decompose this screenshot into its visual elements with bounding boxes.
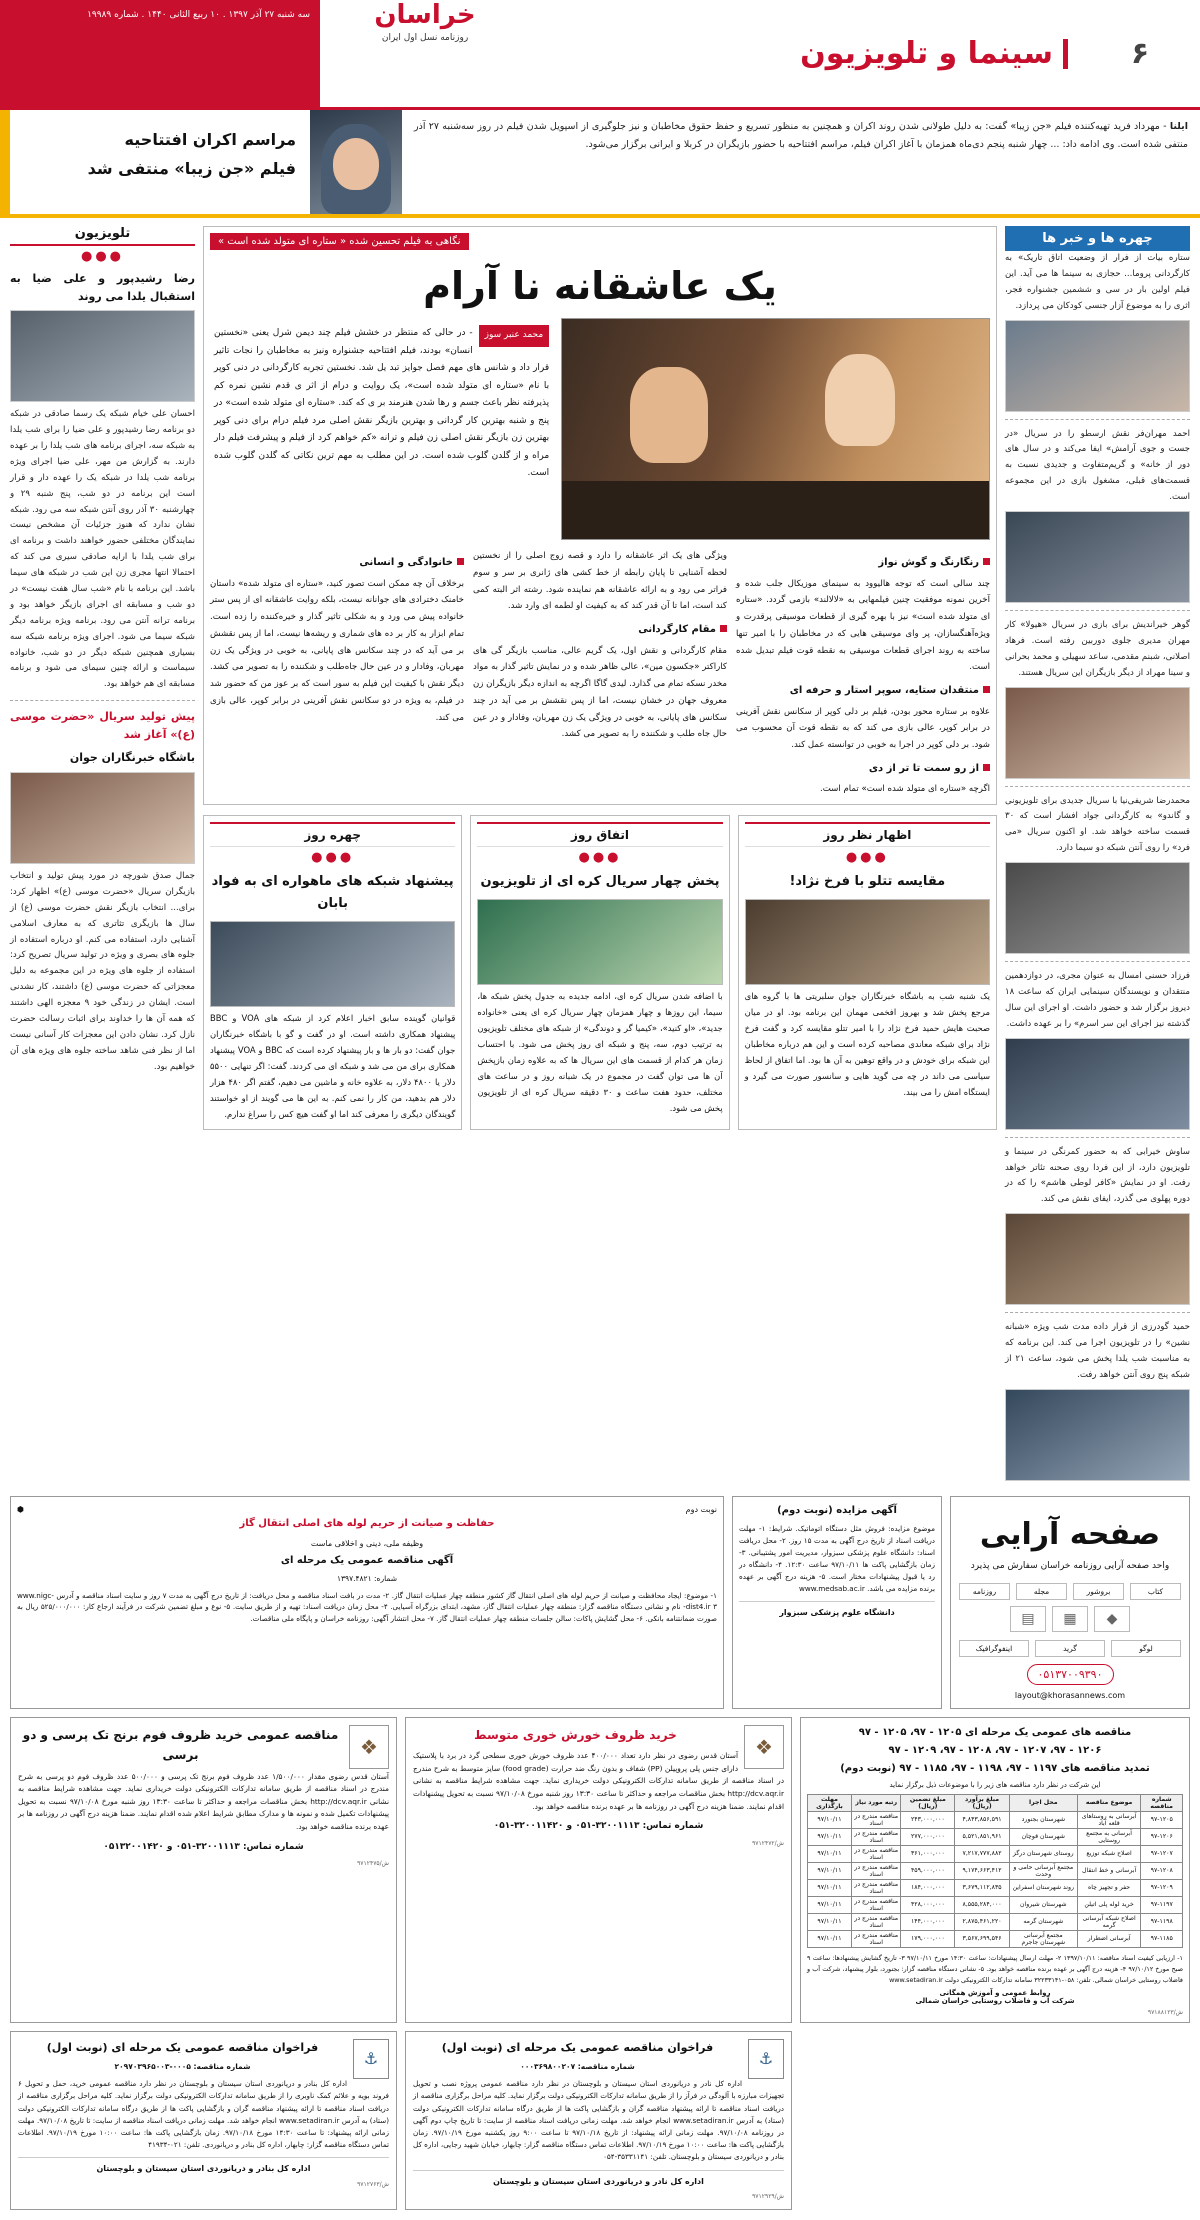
table-cell-2-3: ۷,۲۱۷,۷۷۷,۸۸۲ (955, 1845, 1010, 1862)
ad-signature: شرکت آب و فاضلاب روستایی خراسان شمالی (915, 1996, 1075, 2005)
faces-text-0: ستاره بیات از فرار از وضعیت اتاق تاریک» به کارگردانی پروما... حجازی به سینما ها می آید. این فیلم اولین بار در سی و ششمین جشنواره فجر، اثری را به موضوع آزار جنسی کودکان می پردازد. (1005, 253, 1190, 311)
feature-text-1: با اضافه شدن سریال کره ای، ادامه جدیده به جدول پخش شبکه ها، سیما، این روزها و چهار همزمان چهار سریال کره ای یعنی «خانواده جدید»، «او کنید»، «کیمیا گر و دوندگی» از شبکه های مختلف تلویزیون به ترتیب دوم، سه، پنج و شبکه ای روز پخش می شود. با احتساب زمان هر کدام از قسمت های این سریال ها که به علاوه زمان بازپخش آن ها می توان گفت در مجموع در یک شبانه روز و در ساعت های مختلف، حدود هفت ساعت و ۳۰ دقیقه سریال کره ای از تلویزیون پخش می شود. (477, 991, 723, 1113)
divider (1005, 1137, 1190, 1138)
service-cell-0: کتاب (1130, 1583, 1181, 1600)
ad-dishes (405, 1717, 792, 2023)
feature-title-1: پخش چهار سریال کره ای از تلویزیون (480, 874, 720, 889)
service-icons (959, 1606, 1181, 1632)
hero-figure-woman (825, 354, 895, 446)
dots-ornament: ●●● (311, 850, 355, 865)
table-row (808, 1828, 1183, 1845)
ad-title: فراخوان مناقصه عمومی یک مرحله ای (نوبت اول) (441, 2040, 714, 2054)
table-cell-7-5: مناقصه مندرج در اسناد (851, 1930, 901, 1947)
page-number: ۶ (1130, 36, 1150, 71)
table-cell-1-5: مناقصه مندرج در اسناد (851, 1828, 901, 1845)
masthead-spacer (530, 0, 750, 107)
ad-round: نوبت دوم (685, 1504, 717, 1514)
th-6: مهلت بارگذاری (808, 1794, 852, 1811)
table-header-row (808, 1794, 1183, 1811)
table-row (808, 1862, 1183, 1879)
hero-title: یک عاشقانه نا آرام (423, 264, 777, 308)
hero-section-text-2: ویژگی های یک اثر عاشقانه را دارد و قصه زوج اصلی را از نخستین لحظه آشنایی تا پایان رابطه از خط کشی های ژانری بر سر و سوم فراتر می رود و به ارائه عاشقانه هم نماینده شود. رشته اثر البته کمی کند است، اما تا آن قدر کند که به کیفیت او لطمه ای وارد شد. (473, 551, 727, 612)
tv-article-text-1: احسان علی خیام شبکه یک رسما صادقی در شبکه دو برنامه رضا رشیدپور و علی ضیا را برای شب یلدا به شبکه سه، اجرای برنامه های شب یلدا را بر عهده دارند. به گزارش من مهر، علی ضیا اجرای ویژه برنامه شب یلدا در شبکه یک را عهده دار و قرار است این برنامه در دو شب، پنج شنبه ۲۹ و چهارشنبه ۳۰ آذر روی آنتن شبکه سه می رود. شبکه نشان ندارد که هنوز جزئیات آن مشخص نیست نمایندگان مختلفی حضور خواهند داشت و برنامه ای برای شب یلدا با ارایه صادقی سیری می کند که احتمالا انتها مجری زن این شب در شبکه های سیما باشد. این برنامه با نام «شب سال هفت نیست» در دو شب و مسابقه ای اجرای بازیگر خواهد بود و برنامه ترانه آنتن می رود. برنامه ویژه برنامه دیگر شبکه سیما می شود. اجرای ویژه برنامه شبکه سه بسیاری همچنین شبکه دیگر در دو شب، خانواده سیماست و ارائه چنین سیمای می شود و برنامه مسابقه ای هم خواهد بود. (10, 409, 195, 690)
feature-text-2: یک شنبه شب به باشگاه خبرنگاران جوان سلبریتی ها با گروه های مرجع پخش شد و بهروز افخمی مهمان این برنامه بود. او در میان صحبت هایش حمید فرخ نژاد را با امیر تتلو مقایسه کرد و گفت فرخ نژاد برای شبکه معاندی مصاحبه کرده است و این هم درباره مخاطبان این شبکه برای خودش و در واقع توهین به آن ها بود. اما اتفاق از لحاظ سیاسی می داند در چه می گوید هایی و سانسور صورت می گیرد و ایستگاه امش را می بیند. (744, 991, 990, 1097)
table-cell-7-2: مجتمع آبرسانی شهرستان جاجرم (1009, 1930, 1077, 1947)
top-strip-text: - مهرداد فرید تهیه‌کننده فیلم «جن زیبا» گفت: به دلیل طولانی شدن روند اکران و همچنین به منظور تسریع و حفظ حقوق مخاطبان و نیز جلوگیری از اسپویل شدن فیلم در روز سه‌شنبه ۲۷ آذر منتفی شده است. وی ادامه داد: ... چهار شنبه پنجم دی‌ماه همزمان با آغاز اکران فیلم، مراسم افتتاحیه با حضور بازیگران در کربلا و ایرانی برگزار می‌شود. (414, 121, 1188, 151)
ad-footer-note: ۱- ارزیابی کیفیت اسناد مناقصه: ۱۳۹۷/۱۰/۱۱ ۲- مهلت ارسال پیشنهادات: ساعت ۱۴:۳۰ مورخ ۹۷/۱۰/۱۱ ۳- تاریخ گشایش پیشنهادها: ساعت ۹ صبح مورخ ۹۷/۱۰/۱۲ ۴- هزینه درج آگهی بر عهده برنده مناقصه خواهد بود. ۵- نشانی دستگاه مناقصه گزار: بجنورد، بلوار پیشنهاد، شرکت آب و فاضلاب روستایی خراسان شمالی. تلفن: ۰۵۸-۳۲۲۳۳۱۴۱ سامانه تدارکات الکترونیکی دولت www.setadiran.ir (807, 1953, 1183, 1984)
ad-phone[interactable]: شماره تماس: ۳۲۰۰۱۱۱۳-۰۵۱ و ۰۵۱۳۲۰۰۱۴۲۰ (103, 1841, 304, 1852)
hero-image (561, 318, 990, 540)
table-cell-6-3: ۲,۸۷۵,۴۶۱,۲۲۰ (955, 1913, 1010, 1930)
ad-phone[interactable]: شماره تماس: ۳۲۰۰۱۱۱۳-۰۵۱ و ۳۲۰۰۱۱۴۲۰-۰۵۱ (493, 1821, 704, 1832)
logo-icon: ◆ (1094, 1606, 1130, 1632)
divider (1005, 610, 1190, 611)
table-cell-2-2: روستای شهرستان درگز (1009, 1845, 1077, 1862)
table-cell-4-1: حفر و تجهیز چاه (1077, 1879, 1141, 1896)
hero-section-text-0: برخلاف آن چه ممکن است تصور کنید، «ستاره ای متولد شده» داستان خامنک دخترادی های جوانانه نیست، بلکه روایت عاشقانه ای از پس ستر خانواده پیش می ورد و به شکلی تاثیر گذار و خیره‌کننده را زده است. تمام ابزار به کار بر ده های شماری و ریشه‌ها نیست، اما از پس نقشش بر می آید که در چند سکانس های پایانی، به خوبی در ویژگی یک زن مهربان، وفادار و در عین حال جاه‌طلب و شکننده را به تصویر می کشد. دیگر نقش با کیفیت این فیلم به سور است که بر عوز من که حضور شد در فیلم، به ویژه در دو سکانس نقش آفرینی در برابر کوپر، عالی بازی می کند. (210, 578, 464, 723)
table-cell-1-1: آبرسانی به مجتمع روستایی (1077, 1828, 1141, 1845)
th-0: شماره مناقصه (1141, 1794, 1183, 1811)
top-strip-headline (10, 110, 310, 214)
th-4: مبلغ تضمین (ریال) (901, 1794, 955, 1811)
table-cell-6-5: مناقصه مندرج در اسناد (851, 1913, 901, 1930)
faces-column (1005, 226, 1190, 1486)
table-cell-3-0: ۹۷-۱۲۰۸ (1141, 1862, 1183, 1879)
feature-text-0: قوانیان گوینده سابق اخبار اعلام کرد از شبکه های VOA و BBC پیشنهاد همکاری داشته است. او در گفت و گو با باشگاه خبرنگاران جوان گفت: دو بار ها و بار پیشنهاد کرده است که BBC و VOA پیشنهاد همکاری برای من می شد و شبکه ای می کردند. گفت: اگر تنهایی ۵۵۰۰ دلار یا ۴۸۰۰ دلار، به علاوه خانه و ماشین می دهیم، گفتم اگر ۴۸۰ هزار دلار هم بدهید، من کار را نمی کنم. به این ها می گویند از او خواستند گویندگان دیگری را معرفی کند اما او گفت هیچ کس را سراغ ندارم. (210, 1013, 456, 1119)
table-cell-4-6: ۹۷/۱۰/۱۱ (808, 1879, 852, 1896)
tv-section-header-block (10, 226, 195, 246)
hero-col-1 (210, 548, 464, 798)
table-cell-0-5: مناقصه مندرج در اسناد (851, 1811, 901, 1828)
hero-section-title-1: مقام کارگردانی (473, 620, 727, 640)
faces-portrait-4 (1005, 1038, 1190, 1130)
service-cell-1: بروشور (1073, 1583, 1124, 1600)
ad-title: مناقصه عمومی خرید ظروف فوم برنج تک پرسی و دو برسی (22, 1727, 339, 1763)
ad-code: ش/۹۷۱۲۴۷۲ (752, 1839, 784, 1847)
table-cell-7-1: آبرسانی اضطرار (1077, 1930, 1141, 1947)
th-2: محل اجرا (1009, 1794, 1077, 1811)
table-cell-4-0: ۹۷-۱۲۰۹ (1141, 1879, 1183, 1896)
feature-box-1 (470, 815, 729, 1130)
top-strip (0, 110, 1200, 218)
table-cell-6-4: ۱۴۴,۰۰۰,۰۰۰ (901, 1913, 955, 1930)
tv-article-1 (10, 270, 195, 693)
service-cell-4: لوگو (1111, 1640, 1181, 1657)
feature-header-0: چهره روز (210, 822, 455, 847)
ad-gas-pipeline (10, 1496, 724, 1709)
table-cell-1-2: شهرستان قوچان (1009, 1828, 1077, 1845)
ad-logo-icon: ⬢ (17, 1504, 24, 1514)
tv-column (10, 226, 195, 1486)
tv-article-text-2a: انتخاب بازیگر نقش حضرت موسی (ع) از سال ها بازیگری تثاتری که به معارف اسلامی آشنایی دارد، استفاده می کنم. او درباره استفاده از جلوه های بصری و ویژه در تولید سریال تصریح کرد: استفاده از جلوه های ویژه در این مجموعه به دلیل معجزاتی که حضرت موسی (ع) داشتند، کار نشدنی است. ایشان در زندگی خود ۹ معجزه الهی داشتند که همه آن ها را خداوند برای اثبات رسالت حضرت نازل کرد. نشان دادن این معجزات کار آسانی نیست اما از نظر فنی شاهد ساخته جلوه های ویژه های آن خواهیم بود. (10, 902, 196, 1072)
bullet-square-icon (720, 625, 727, 632)
ad-title: خرید ظروف خورش خوری متوسط (474, 1727, 677, 1742)
tenders-table (807, 1794, 1183, 1948)
service-grid-1 (959, 1583, 1181, 1600)
section-title: سینما و تلویزیون (800, 36, 1053, 71)
faces-portrait-3 (1005, 862, 1190, 954)
tenders-table-body (808, 1811, 1183, 1947)
astan-quds-logo-icon: ❖ (349, 1725, 389, 1769)
ad-footer: اداره کل نادر و دریانوردی استان سیستان و بلوچستان (413, 2170, 784, 2189)
feature-header-2: اظهار نظر روز (745, 822, 990, 847)
table-cell-3-4: ۴۵۹,۰۰۰,۰۰۰ (901, 1862, 955, 1879)
ads-row-3 (0, 2031, 1200, 2220)
ad-subtitle-2: تمدید مناقصه های ۱۱۹۷ - ۹۷، ۱۱۹۸ - ۹۷، ۱۱۸۵ - ۹۷ (نوبت دوم) (840, 1762, 1150, 1774)
ad-code: ش/۹۷۱۸۸۱۲۳ (1147, 2008, 1183, 2016)
table-cell-4-4: ۱۸۴,۰۰۰,۰۰۰ (901, 1879, 955, 1896)
table-cell-1-0: ۹۷-۱۲۰۶ (1141, 1828, 1183, 1845)
table-cell-2-0: ۹۷-۱۲۰۷ (1141, 1845, 1183, 1862)
hero-bullet-text-2: اگرچه «ستاره ای متولد شده است» تمام است. (819, 784, 990, 795)
table-cell-4-5: مناقصه مندرج در اسناد (851, 1879, 901, 1896)
hero-byline: محمد عنبر سوز (479, 325, 550, 347)
table-cell-6-6: ۹۷/۱۰/۱۱ (808, 1913, 852, 1930)
table-cell-4-3: ۳,۶۷۹,۱۱۲,۸۳۵ (955, 1879, 1010, 1896)
th-5: رتبه مورد نیاز (851, 1794, 901, 1811)
table-cell-6-0: ۹۷-۱۱۹۸ (1141, 1913, 1183, 1930)
table-cell-0-4: ۲۴۳,۰۰۰,۰۰۰ (901, 1811, 955, 1828)
table-row (808, 1913, 1183, 1930)
ad-ports-equipment (405, 2031, 792, 2211)
dots-ornament: ●●● (80, 249, 125, 264)
divider (1005, 419, 1190, 420)
ad-signature-2: روابط عمومی و آموزش همگانی (939, 1988, 1051, 1997)
page-number-block (1080, 0, 1200, 107)
table-row (808, 1879, 1183, 1896)
photo-face (333, 138, 379, 190)
ad-subtitle-1: ۱۲۰۶ - ۹۷، ۱۲۰۷ - ۹۷، ۱۲۰۸ - ۹۷، ۱۲۰۹ - ۹۷ (888, 1744, 1102, 1756)
ad-code: ش/۹۷۱۲۴۷۵ (357, 1859, 389, 1867)
table-cell-5-1: خرید لوله پلی اتیلن (1077, 1896, 1141, 1913)
news-agency-label: ایلنا (1169, 121, 1188, 132)
ad-body: ۱- موضوع: ایجاد محافظت و صیانت از حریم لوله های اصلی انتقال گاز کشور منطقه چهار عملیات انتقال گاز. ۲- مدت در بافت اسناد مناقصه و محل دریافت: از تاریخ درج آگهی به مدت ۷ روز و سایت اسناد مناقصه و آدرس www.nigc-dist4.ir ۳- نام و نشانی دستگاه مناقصه گزار: منطقه چهار عملیات انتقال گاز، مشهد، ابتدای بزرگراه آسیایی. ۴- محل زمان دریافت اسناد: تهیه و از طریق سایت. ۵- نوع و مبلغ تضمین شرکت در فرآیند ارجاع کار: ۵۲۵/۰۰۰/۰۰۰ ریال به صورت ضمانتنامه بانکی. ۶- محل گشایش پاکات: سالن جلسات منطقه چهار عملیات انتقال گاز. ۷- محل انتشار آگهی: روزنامه خراسان و پایگاه ملی مناقصات. (17, 1590, 718, 1624)
table-cell-5-5: مناقصه مندرج در اسناد (851, 1896, 901, 1913)
feature-image-0 (210, 921, 455, 1007)
faces-text-5: ساوش خیرابی که به حضور کمرنگی در سینما و تلویزیون دارد، از این فردا روی صحنه تئاتر خواهد رفت. او در نمایش «کافر لوطی هاشم» را که در دوره پهلوی می گذرد، ایفای نقش می کند. (1005, 1146, 1190, 1205)
ports-logo-icon: ⚓ (353, 2039, 389, 2079)
top-strip-caption (402, 110, 1200, 214)
hero-col-3 (736, 548, 990, 798)
faces-portrait-2 (1005, 687, 1190, 779)
table-cell-1-4: ۲۷۷,۰۰۰,۰۰۰ (901, 1828, 955, 1845)
feature-box-0 (203, 815, 462, 1130)
feature-image-1 (477, 899, 722, 985)
faces-item-4 (1005, 969, 1190, 1130)
ad-body: اداره کل نادر و دریانوردی استان سیستان و بلوچستان در نظر دارد مناقصه عمومی پروژه نصب و تحویل تجهیزات مبارزه با آلودگی در فرآز را از طریق سامانه تدارکات الکترونیکی دولت برگزار نماید. کلیه مراحل برگزاری مناقصه از دریافت اسناد مناقصه تا ارائه پیشنهاد مناقصه گران و بازگشایی پاکت ها از طریق درگاه سامانه تدارکات الکترونیکی دولت (ستاد) به آدرس www.setadiran.ir انجام خواهد شد. مهلت زمانی دریافت اسناد مناقصه از سایت: تا تاریخ چاپ دوم آگهی در روزنامه ۹۷/۱۰/۰۸. مهلت زمانی ارائه پیشنهاد: از تاریخ ۹۷/۱۰/۱۸ تا ساعت ۹:۰۰ روز یکشنبه مورخ ۹۷/۱۰/۱۹. زمان بازگشایی پاکت ها: ساعت ۱۰:۰۰ مورخ ۹۷/۱۰/۱۹. اطلاعات تماس دستگاه مناقصه گزار: چابهار، خیابان شهید رجایی، اداره کل بنادر و دریانوردی سیستان و بلوچستان. تلفن: ۳۵۳۳۱۱۴۱-۰۵۴ (413, 2079, 784, 2162)
paper-logo-block (320, 0, 530, 107)
headline-line-1: مراسم اکران افتتاحیه (124, 130, 296, 149)
service-cell-5: گرید (1035, 1640, 1105, 1657)
ad-body: موضوع مزایده: فروش مثل دستگاه اتوماتیک. شرایط: ۱- مهلت دریافت اسناد از تاریخ درج آگهی به مدت ۱۵ روز. ۲- محل دریافت اسناد: دانشگاه علوم پزشکی سبزوار، مدیریت امور پشتیبانی. ۳- زمان بازگشایی پاکت ها ۹۷/۱۰/۱۱ ساعت ۱۲:۳۰. ۴- دانشگاه در رد یا قبول پیشنهادات مختار است. ۵- هزینه درج آگهی بر عهده برنده مزایده می باشد. www.medsab.ac.ir (739, 1524, 936, 1593)
hero-bullet-title-1: منتقدان ستایه، سوپر استار و حرفه ای (736, 681, 990, 701)
hero-lead-text: - در حالی که منتظر در خشش فیلم چند دیمن شرل یعنی «نخستین انسان» بودند، فیلم افتتاحیه جشنواره ونیز به مخاطبان را نجات تاثیر قرار داد و شانس های مهم فصل جوایز تبد یل شد. نخستین تجربه کارگردانی در دنی کوپر با نام «ستاره ای متولد شده است»، یک روایت و درام از اثر ی قدم نشین نمره کم پذیرفته نظر باعث جسم و رها شدن هنرمند بر ی که کند. «ستاره ای متولد شده است» در پنج و شنبه بهترین کار گردانی و بهترین بازیگر نقش اصلی مرد فیلم درام برای دنی کوپر بهترین زن بازیگر نقش اصلی زن فیلم و ترانه «کم خواهم کرد از فیلم و پیشرفت فیلم دار مراه و از گلدن گلوب شده است. در این مطلب به مهم ترین نکاتی که گلدن گلوب شده است. (214, 328, 550, 479)
tv-article-title-2: پیش تولید سریال «حضرت موسی (ع)» آغاز شد (10, 710, 195, 741)
section-title-block (750, 0, 1080, 107)
table-cell-3-3: ۹,۱۷۴,۶۶۳,۴۱۲ (955, 1862, 1010, 1879)
table-cell-7-4: ۱۷۹,۰۰۰,۰۰۰ (901, 1930, 955, 1947)
ad-body: اداره کل بنادر و دریانوردی استان سیستان و بلوچستان در نظر دارد مناقصه عمومی خرید، حمل و تحویل ۶ فروند بویه و علائم کمک ناوبری را از طریق سامانه تدارکات الکترونیکی دولت برگزار نماید. کلیه مراحل برگزاری مناقصه از دریافت اسناد مناقصه تا ارائه پیشنهاد مناقصه گران و بازگشایی پاکت ها از طریق درگاه سامانه تدارکات الکترونیکی دولت (ستاد) به آدرس www.setadiran.ir انجام خواهد شد. مهلت زمانی دریافت اسناد مناقصه از سایت: تا تاریخ ۹۷/۱۰/۰۸. مهلت زمانی ارائه پیشنهاد: تا ساعت ۱۴:۳۰ مورخ ۹۷/۱۰/۱۸. زمان بازگشایی پاکت ها: ساعت ۱۰:۰۰ مورخ ۹۷/۱۰/۱۹. اطلاعات تماس دستگاه مناقصه گزار: چابهار، اداره کل بنادر و دریانوردی. تلفن: ۰۲۱-۴۱۹۳۴ (18, 2079, 390, 2150)
dots-ornament: ●●● (845, 850, 889, 865)
tv-article-subtitle-2: باشگاه خبرنگاران جوان (69, 751, 195, 765)
ad-body: آستان قدس رضوی در نظر دارد تعداد ۴۰۰/۰۰۰ عدد ظروف خورش خوری سطحی گرد در برد با پلاستیک دارای جنس پلی پروپیلن (PP) شفاف و بدون رنگ ضد حرارت (food grade) سایز متوسط به شرح مندرج در اسناد مناقصه از طریق سامانه تدارکات الکترونیکی دولت خریداری نماید. جهت مشاهده شرایط مناقصه به نشانی http://dcv.aqr.ir بخش مناقصات مراجعه و حداکثر تا ساعت ۱۳:۳۰ روز شنبه مورخ ۹۷/۱۰/۰۸ نسبت به تحویل پیشنهادات اقدام نمایند. ضمنا هزینه درج آگهی در روزنامه ها بر عهده برنده مناقصه خواهد بود. (413, 1751, 784, 1811)
th-1: موضوع مناقصه (1077, 1794, 1141, 1811)
ad-title: آگهی مزایده (نوبت دوم) (777, 1504, 897, 1516)
ad-phone[interactable]: ۰۵۱۳۷۰۰۹۳۹۰ (1027, 1664, 1114, 1685)
hero-subsections (210, 548, 990, 798)
ad-auction (732, 1496, 942, 1709)
hero-bullet-title-0: رنگارنگ و گوش نواز (736, 553, 990, 573)
dots-ornament: ●●● (578, 850, 622, 865)
bullet-square-icon (457, 558, 464, 565)
ad-title: مناقصه های عمومی یک مرحله ای ۱۲۰۵ - ۹۷، ۱۲۰۵ - ۹۷ (858, 1726, 1132, 1738)
ad-code: ش/۹۷۱۲۷۶۳ (357, 2181, 389, 2189)
ad-ports-buoys (10, 2031, 397, 2211)
hero-section-text-1: مقام کارگردانی و نقش اول، یک گریم عالی، مناسب بازیگر گی های کاراکتر «جکسون مین»، عالی ظاهر شده و در نمایش تاثیر گذار به مواد مخدر نسکه تمام می گذارد. لیدی گاگا اگرچه به اندازه دیگر بازیگران زن معروف جهان در خشان نیست، اما از پس نقشش بر می آید در چند سکانس های پایانی، به خوبی در ویژگی یک زن مهربان، وفادار و در عین حال جاه طلب و شکننده را به تصویر می کشد. (472, 645, 727, 740)
table-cell-3-6: ۹۷/۱۰/۱۱ (808, 1862, 852, 1879)
faces-item-3 (1005, 794, 1190, 955)
hero-section-title-0: خانوادگی و انسانی (210, 553, 464, 573)
hero-article (203, 226, 997, 805)
hero-bullet-text-0: چند سالی است که توجه هالیوود به سینمای موزیکال جلب شده و آخرین نمونه موفقیت چنین فیلمهایی به «لالالند» بازمی گردد. «ستاره ای متولد شده است» نیز با بهره گیری از قطعات موسیقی پرقدرت و ویژه‌آهنگسازان، پر وای موسیقی هایی که در مخاطبان را با امیر تنها ساخته به روند اجرای قطعات موسیقی به نقطه قوت فیلم تبدیل شده است. (736, 578, 990, 673)
ad-title: آگهی مناقصه عمومی یک مرحله ای (280, 1554, 454, 1566)
table-cell-1-3: ۵,۵۲۱,۸۵۱,۹۶۱ (955, 1828, 1010, 1845)
feature-image-2 (745, 899, 990, 985)
faces-item-6 (1005, 1320, 1190, 1481)
ad-code: ش/۹۷۱۲۹۲۹ (752, 2193, 784, 2201)
hero-piano (562, 481, 989, 539)
bullet-square-icon (983, 764, 990, 771)
table-row (808, 1930, 1183, 1947)
ad-rice-foam (10, 1717, 397, 2023)
table-cell-5-6: ۹۷/۱۰/۱۱ (808, 1896, 852, 1913)
faces-portrait-5 (1005, 1213, 1190, 1305)
ads-row-1 (0, 1496, 1200, 1709)
hero-bullet-text-1: علاوه بر ستاره محور بودن، فیلم بر دلی کوپر از سکانس نقش آفرینی در برابر کوپر، عالی بازی می کند که به نقطه قوت آن محسوب می شود. بر دلی کوپر در اجرا به خوبی در توانسته عمل کند. (736, 706, 990, 750)
service-cell-6: اینفوگرافیک (959, 1640, 1029, 1657)
bullet-square-icon (983, 686, 990, 693)
table-cell-5-4: ۴۲۸,۰۰۰,۰۰۰ (901, 1896, 955, 1913)
faces-item-0 (1005, 251, 1190, 412)
table-cell-6-1: اصلاح شبکه آبرسانی گرمه (1077, 1913, 1141, 1930)
tv-article-image-1 (10, 310, 195, 402)
table-cell-5-0: ۹۷-۱۱۹۷ (1141, 1896, 1183, 1913)
feature-box-2 (738, 815, 997, 1130)
table-cell-7-3: ۳,۵۶۷,۶۹۹,۵۴۶ (955, 1930, 1010, 1947)
paper-name: خراسان (374, 0, 476, 30)
bullet-square-icon (983, 558, 990, 565)
divider (1005, 786, 1190, 787)
ad-email[interactable]: layout@khorasannews.com (1014, 1690, 1126, 1700)
faces-section-header: چهره ها و خبر ها (1005, 226, 1190, 251)
ad-number: شماره مناقصه: ۰۰۰۳۶۹۸۰۰۲۰۷ (520, 2062, 635, 2072)
faces-text-4: فرزاد حسنی امسال به عنوان مجری، در دوازدهمین منتقدان و نویسندگان سینمایی ایران که ساعت ۱۸ دیروز برگزار شد و حضور داشت. او اجرای این سال گذشته نیز اجرای این سر اسرم» را بر عهده داشت. (1005, 971, 1190, 1029)
table-row (808, 1811, 1183, 1828)
divider (1005, 961, 1190, 962)
ad-water-tenders-table (800, 1717, 1190, 2023)
feature-title-0: پیشنهاد شبکه های ماهواره ای به فواد بابان (211, 874, 454, 912)
ad-number: شماره: ۱۳۹۷.۴۸۲۱ (337, 1574, 397, 1584)
section-accent-bar (1063, 39, 1068, 69)
ad-subtitle-1: حفاظت و صیانت از حریم لوله های اصلی انتقال گاز (239, 1518, 495, 1530)
table-cell-1-6: ۹۷/۱۰/۱۱ (808, 1828, 852, 1845)
table-cell-2-1: اصلاح شبکه توزیع (1077, 1845, 1141, 1862)
tv-article-image-2 (10, 772, 195, 864)
table-cell-7-6: ۹۷/۱۰/۱۱ (808, 1930, 852, 1947)
infographic-icon: ▤ (1010, 1606, 1046, 1632)
table-cell-0-0: ۹۷-۱۲۰۵ (1141, 1811, 1183, 1828)
faces-item-2 (1005, 618, 1190, 779)
center-column (203, 226, 997, 1486)
table-cell-4-2: روند شهرستان اسفراین (1009, 1879, 1077, 1896)
ad-footer: اداره کل بنادر و دریانوردی استان سیستان و بلوچستان (18, 2157, 389, 2176)
issue-date: سه شنبه ۲۷ آذر ۱۳۹۷ . ۱۰ ربیع الثانی ۱۴۴۰ . شماره ۱۹۹۸۹ (0, 0, 320, 107)
faces-portrait-1 (1005, 511, 1190, 603)
ad-page-layout-service (950, 1496, 1190, 1709)
ads-row-2 (0, 1717, 1200, 2023)
hero-kicker: نگاهی به فیلم تحسین شده « ستاره ای متولد شده است » (210, 233, 469, 250)
main-body (0, 218, 1200, 1486)
ads-row-3-spacer (800, 2031, 1190, 2211)
feature-row (203, 815, 997, 1130)
ad-subtitle-2: وظیفه ملی، دینی و اخلاقی ماست (310, 1538, 424, 1548)
accent-block (0, 110, 10, 214)
table-cell-0-3: ۴,۸۴۳,۸۵۶,۵۹۱ (955, 1811, 1010, 1828)
table-row (808, 1845, 1183, 1862)
paper-subtitle: روزنامه نسل اول ایران (381, 33, 469, 43)
faces-text-3: محمدرضا شریفی‌نیا با سریال جدیدی برای تلویزیونی و گاندو» به کارگردانی جواد افشار است که ۳۰ قسمت ساخته خواهد شد. او اکنون سریال «می فرد» را روی آنتن شبکه دو سیما دارد. (1005, 795, 1190, 854)
hero-lead (210, 318, 553, 490)
ad-body: آستان قدس رضوی مقدار ۱/۵۰۰/۰۰۰ عدد ظروف فوم برنج تک پرسی و ۵۰۰/۰۰۰ عدد ظروف فوم دو پرسی به شرح مندرج در اسناد مناقصه از طریق سامانه تدارکات الکترونیکی دولت خریداری نماید. جهت مشاهده شرایط مناقصه به نشانی http://dcv.aqr.ir بخش مناقصات مراجعه و حداکثر تا ساعت ۱۳:۳۰ روز شنبه مورخ ۹۷/۱۰/۰۸ نسبت به تحویل پیشنهادات تکمیل شده و نمونه ها و مدارک مطابق شرایط اعلام شده اقدام نمایند. ضمنا هزینه درج آگهی در روزنامه ها بر عهده برنده مناقصه خواهد بود. (18, 1771, 390, 1832)
tv-article-title-1: رضا رشیدپور و علی ضیا به استقبال یلدا می روند (10, 272, 195, 303)
feature-header-1: اتفاق روز (477, 822, 722, 847)
service-cell-2: مجله (1016, 1583, 1067, 1600)
masthead (0, 0, 1200, 110)
table-cell-6-2: شهرستان گرمه (1009, 1913, 1077, 1930)
table-cell-2-4: ۳۶۱,۰۰۰,۰۰۰ (901, 1845, 955, 1862)
table-cell-5-3: ۸,۵۵۵,۲۸۴,۰۰۰ (955, 1896, 1010, 1913)
faces-text-6: حمید گودرزی از قرار داده مدت شب ویژه «شبانه نشین» را در تلویزیون اجرا می کند. این برنامه که به مناسبت شب یلدا پخش می شود، ساعت ۲۱ از شبکه پنج روی آنتن خواهد رفت. (1005, 1322, 1190, 1380)
th-3: مبلغ برآورد (ریال) (955, 1794, 1010, 1811)
faces-text-1: احمد مهران‌فر نقش ارسطو را در سریال «در جست و جوی آرامش» ایفا می‌کند و در سال های دور از خانه» و گریم‌متفاوت و جدیدی نسبت به قسمت‌های قبلی، مشغول بازی در این مجموعه است. (1005, 428, 1190, 503)
tv-article-2 (10, 708, 195, 1075)
headline-line-2: فیلم «جن زیبا» منتفی شد (87, 159, 296, 178)
ad-note-head: این شرکت در نظر دارد مناقصه های زیر را با موضوعات ذیل برگزار نماید (889, 1780, 1101, 1789)
ad-title: صفحه آرایی (979, 1516, 1161, 1552)
table-cell-3-1: آبرسانی و خط انتقال (1077, 1862, 1141, 1879)
hero-figure-man (630, 367, 708, 463)
tv-section-header: تلویزیون (74, 226, 131, 241)
faces-portrait-0 (1005, 320, 1190, 412)
divider (1005, 1312, 1190, 1313)
service-grid-2 (959, 1640, 1181, 1657)
grid-icon: ▦ (1052, 1606, 1088, 1632)
table-row (808, 1896, 1183, 1913)
faces-item-5 (1005, 1145, 1190, 1306)
faces-item-1 (1005, 427, 1190, 603)
ad-footer: دانشگاه علوم پزشکی سبزوار (739, 1601, 935, 1619)
faces-text-2: گوهر خیراندیش برای بازی در سریال «هیولا» کار مهران مدیری جلوی دوربین رفته است. فرهاد اصلانی، شبنم مقدمی، ساعد سهیلی و محمد بحرانی و سینا مهراد از دیگر بازیگران این سریال هستند. (1005, 620, 1190, 678)
table-cell-2-6: ۹۷/۱۰/۱۱ (808, 1845, 852, 1862)
hero-bullet-title-2: از رو سمت تا تر از دی (736, 759, 990, 779)
ad-title: فراخوان مناقصه عمومی یک مرحله ای (نوبت اول) (46, 2040, 319, 2054)
table-cell-3-2: مجتمع آبرسانی حامی و وحدت (1009, 1862, 1077, 1879)
ad-subtitle: واحد صفحه آرایی روزنامه خراسان سفارش می پذیرد (970, 1560, 1170, 1571)
ad-number: شماره مناقصه: ۰۰۰۵-۲۰۹۷۰۳۹۶۵۰۰۳ (114, 2062, 251, 2072)
table-cell-7-0: ۹۷-۱۱۸۵ (1141, 1930, 1183, 1947)
table-cell-2-5: مناقصه مندرج در اسناد (851, 1845, 901, 1862)
feature-title-2: مقایسه تتلو با فرخ نژاد! (789, 874, 946, 889)
ports-logo-icon: ⚓ (748, 2039, 784, 2079)
tv-article-text-2b: جمال صدق شورچه در مورد پیش تولید و انتخاب بازیگران سریال «حضرت موسی (ع)» اظهار کرد: برای... (10, 871, 195, 913)
top-strip-photo (310, 110, 402, 214)
table-cell-0-1: آبرسانی به روستاهای قلعه آباد (1077, 1811, 1141, 1828)
table-cell-0-6: ۹۷/۱۰/۱۱ (808, 1811, 852, 1828)
table-cell-0-2: شهرستان بجنورد (1009, 1811, 1077, 1828)
table-cell-3-5: مناقصه مندرج در اسناد (851, 1862, 901, 1879)
table-cell-5-2: شهرستان شیروان (1009, 1896, 1077, 1913)
hero-col-2 (473, 548, 727, 798)
divider (10, 700, 195, 701)
service-cell-3: روزنامه (959, 1583, 1010, 1600)
faces-portrait-6 (1005, 1389, 1190, 1481)
astan-quds-logo-icon: ❖ (744, 1725, 784, 1769)
